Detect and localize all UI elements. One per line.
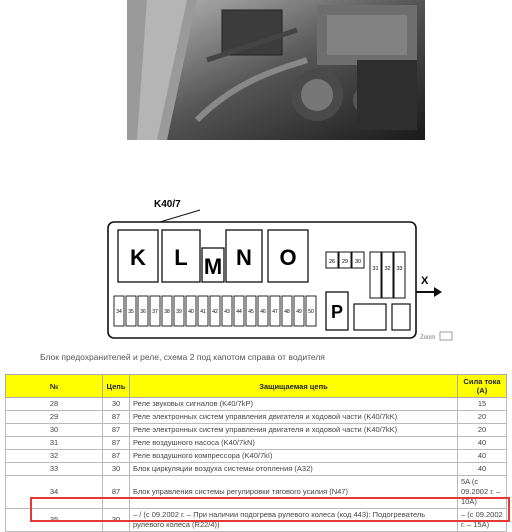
fuse-label: 32 <box>384 266 391 272</box>
cell-num: 35 <box>6 509 103 532</box>
cell-num: 31 <box>6 437 103 450</box>
table-row <box>6 411 507 424</box>
fuse-label: 36 <box>140 309 146 315</box>
fuse-table <box>5 374 507 532</box>
fuse-label: 43 <box>224 309 230 315</box>
fuse-label: 29 <box>341 259 349 265</box>
cell-protected: Блок циркуляции воздуха системы отопления (A32) <box>130 463 458 476</box>
cell-protected: Реле электронных систем управления двигателя и ходовой части (K40/7kK) <box>130 424 458 437</box>
cell-protected: Реле звуковых сигналов (K40/7kP) <box>130 398 458 411</box>
cell-protected: – / (с 09.2002 г. – При наличии подогрева рулевого колеса (код 443): Подогреватель рулевого колеса (R22/4)) <box>130 509 458 532</box>
table-row <box>6 398 507 411</box>
cell-amps: 15 <box>458 398 507 411</box>
fuse-label: 40 <box>188 309 194 315</box>
cell-num: 30 <box>6 424 103 437</box>
connector-block-small <box>392 304 410 330</box>
relay-label: K <box>130 245 146 270</box>
fuse-33 <box>394 252 405 298</box>
header-circuit: Цепь <box>103 375 130 398</box>
fuse-label: 46 <box>260 309 266 315</box>
cell-protected: Реле воздушного компрессора (K40/7kI) <box>130 450 458 463</box>
table-row <box>6 509 507 532</box>
fuse-label: 45 <box>248 309 254 315</box>
fuse-label: 35 <box>128 309 134 315</box>
fuse-label: 37 <box>152 309 158 315</box>
fuse-label: 33 <box>396 266 403 272</box>
header-amps: Сила тока (А) <box>458 375 507 398</box>
cell-circuit: 87 <box>103 476 130 509</box>
cell-circuit: 87 <box>103 437 130 450</box>
cell-amps: 20 <box>458 411 507 424</box>
table-row <box>6 476 507 509</box>
cell-num: 29 <box>6 411 103 424</box>
cell-circuit: 30 <box>103 463 130 476</box>
cell-circuit: 87 <box>103 411 130 424</box>
fuse-label: 34 <box>116 309 122 315</box>
cell-circuit: 30 <box>103 398 130 411</box>
zoom-icon[interactable] <box>440 332 452 340</box>
connector-block <box>354 304 386 330</box>
table-row <box>6 437 507 450</box>
fuse-label: 30 <box>354 259 362 265</box>
fuse-label: 48 <box>284 309 290 315</box>
cell-circuit: 87 <box>103 450 130 463</box>
zoom-label[interactable]: Zoom <box>420 335 436 341</box>
cell-protected: Блок управления системы регулировки тягового усилия (N47) <box>130 476 458 509</box>
x-label: X <box>421 275 429 287</box>
relay-p-label: P <box>330 302 344 322</box>
fuse-label: 50 <box>308 309 314 315</box>
table-row <box>6 424 507 437</box>
relay-label: O <box>279 245 297 270</box>
cell-protected: Реле воздушного насоса (K40/7kN) <box>130 437 458 450</box>
cell-circuit: 30 <box>103 509 130 532</box>
cell-num: 33 <box>6 463 103 476</box>
diagram-label: K40/7 <box>154 199 181 210</box>
fuse-label: 41 <box>200 309 206 315</box>
table-row <box>6 463 507 476</box>
fuse-32 <box>382 252 393 298</box>
fuse-label: 47 <box>272 309 278 315</box>
fuse-block-diagram <box>100 208 462 348</box>
cell-amps: 40 <box>458 450 507 463</box>
fuse-label: 42 <box>212 309 218 315</box>
fuse-31 <box>370 252 381 298</box>
cell-num: 34 <box>6 476 103 509</box>
fuse-label: 44 <box>236 309 242 315</box>
fuse-label: 38 <box>164 309 170 315</box>
cell-amps: 20 <box>458 424 507 437</box>
cell-circuit: 87 <box>103 424 130 437</box>
cell-num: 32 <box>6 450 103 463</box>
diagram-caption: Блок предохранителей и реле, схема 2 под капотом справа от водителя <box>40 352 325 362</box>
fuse-label: 39 <box>176 309 182 315</box>
table-row <box>6 450 507 463</box>
fuse-label: 49 <box>296 309 302 315</box>
cell-protected: Реле электронных систем управления двигателя и ходовой части (K40/7kK) <box>130 411 458 424</box>
relay-label: M <box>203 254 223 279</box>
cell-num: 28 <box>6 398 103 411</box>
header-num: № <box>6 375 103 398</box>
cell-amps: 40 <box>458 463 507 476</box>
engine-bay-photo <box>127 0 425 140</box>
cell-amps: – (с 09.2002 г. – 15A) <box>458 509 507 532</box>
fuse-label: 31 <box>372 266 379 272</box>
relay-label: L <box>174 245 188 270</box>
table-header-row <box>6 375 507 398</box>
cell-amps: 5A (с 09.2002 г. – 10A) <box>458 476 507 509</box>
fuse-label: 26 <box>328 259 336 265</box>
relay-label: N <box>236 245 252 270</box>
x-arrow-head <box>434 287 442 297</box>
header-protected: Защищаемая цепь <box>130 375 458 398</box>
cell-amps: 40 <box>458 437 507 450</box>
